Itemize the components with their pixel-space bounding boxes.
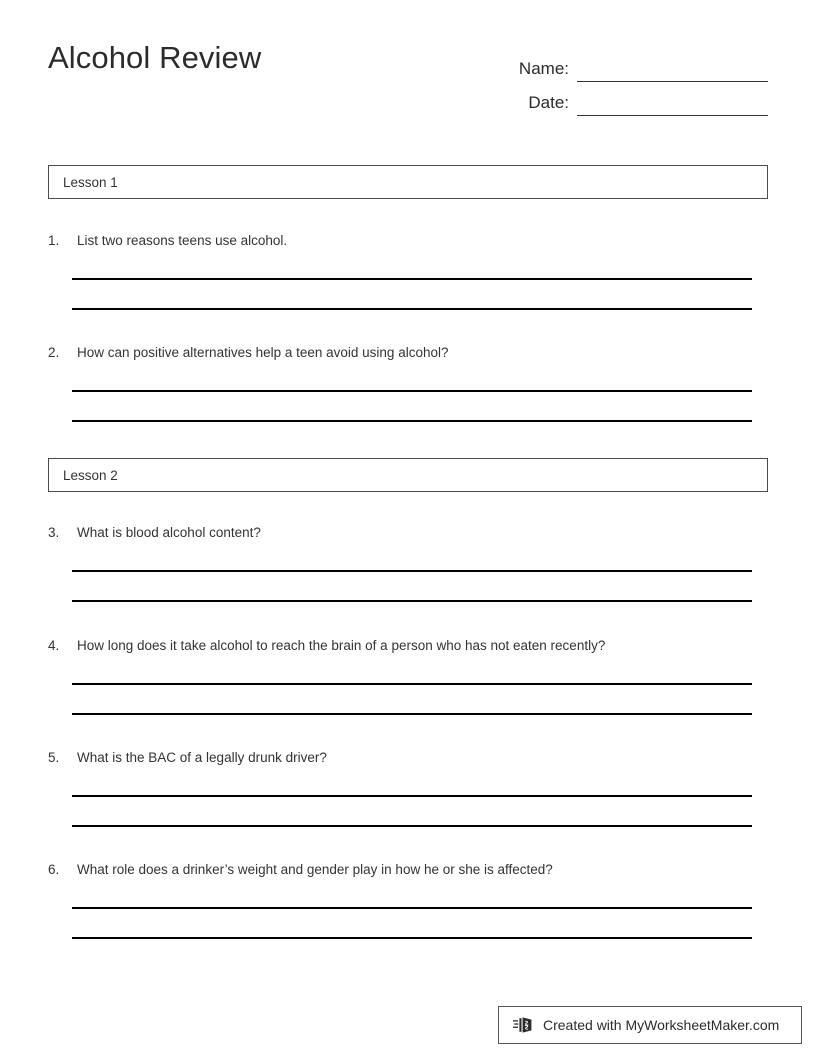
question-heading bbox=[48, 749, 768, 767]
question-item-1 bbox=[48, 232, 768, 250]
question-number: 3. bbox=[48, 525, 60, 540]
question-number: 5. bbox=[48, 750, 60, 765]
question-text: What is the BAC of a legally drunk driver? bbox=[77, 750, 327, 765]
answer-line[interactable] bbox=[72, 250, 752, 280]
question-text: List two reasons teens use alcohol. bbox=[77, 233, 288, 248]
question-heading bbox=[48, 861, 768, 879]
date-input-line[interactable] bbox=[577, 93, 768, 116]
answer-line[interactable] bbox=[72, 655, 752, 685]
question-heading bbox=[48, 524, 768, 542]
section-banner-label: Lesson 1 bbox=[63, 174, 118, 190]
question-text: What role does a drinker’s weight and gender play in how he or she is affected? bbox=[77, 862, 553, 877]
question-item-5 bbox=[48, 749, 768, 767]
date-field-label: Date: bbox=[528, 93, 569, 112]
answer-line[interactable] bbox=[72, 879, 752, 909]
answer-lines-1 bbox=[72, 250, 752, 310]
worksheet-header bbox=[48, 40, 768, 130]
answer-lines-3 bbox=[72, 542, 752, 602]
question-text: How can positive alternatives help a teen avoid using alcohol? bbox=[77, 345, 449, 360]
answer-line[interactable] bbox=[72, 542, 752, 572]
answer-line[interactable] bbox=[72, 685, 752, 715]
question-item-4 bbox=[48, 637, 768, 655]
question-item-3 bbox=[48, 524, 768, 542]
question-text: How long does it take alcohol to reach the brain of a person who has not eaten recently? bbox=[77, 638, 606, 653]
question-number: 1. bbox=[48, 233, 60, 248]
name-input-line[interactable] bbox=[577, 59, 768, 82]
page-title: Alcohol Review bbox=[48, 40, 262, 75]
question-item-2 bbox=[48, 344, 768, 362]
question-item-6 bbox=[48, 861, 768, 879]
answer-lines-4 bbox=[72, 655, 752, 715]
question-number: 2. bbox=[48, 345, 60, 360]
worksheet-maker-logo-icon bbox=[513, 1015, 535, 1035]
question-number: 4. bbox=[48, 638, 60, 653]
section-banner-lesson-1 bbox=[48, 165, 768, 199]
question-heading bbox=[48, 637, 768, 655]
answer-line[interactable] bbox=[72, 767, 752, 797]
date-field-row bbox=[496, 82, 768, 116]
footer-attribution-text: Created with MyWorksheetMaker.com bbox=[543, 1017, 780, 1033]
answer-line[interactable] bbox=[72, 572, 752, 602]
answer-lines-2 bbox=[72, 362, 752, 422]
answer-line[interactable] bbox=[72, 797, 752, 827]
question-text: What is blood alcohol content? bbox=[77, 525, 261, 540]
question-number: 6. bbox=[48, 862, 60, 877]
question-heading bbox=[48, 232, 768, 250]
name-field-label: Name: bbox=[518, 59, 569, 78]
question-heading bbox=[48, 344, 768, 362]
answer-line[interactable] bbox=[72, 362, 752, 392]
answer-lines-5 bbox=[72, 767, 752, 827]
answer-line[interactable] bbox=[72, 392, 752, 422]
answer-line[interactable] bbox=[72, 280, 752, 310]
name-field-row bbox=[496, 48, 768, 82]
footer-attribution-badge[interactable] bbox=[498, 1006, 802, 1044]
answer-line[interactable] bbox=[72, 909, 752, 939]
student-info-block bbox=[496, 48, 768, 116]
answer-lines-6 bbox=[72, 879, 752, 939]
section-banner-label: Lesson 2 bbox=[63, 467, 118, 483]
section-banner-lesson-2 bbox=[48, 458, 768, 492]
